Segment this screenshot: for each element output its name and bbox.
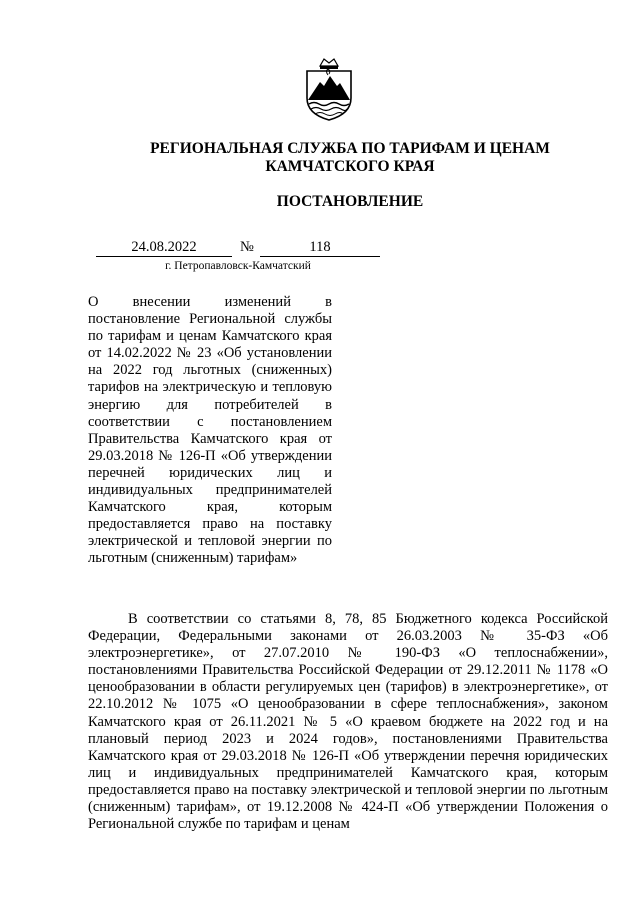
document-body: В соответствии со статьями 8, 78, 85 Бюджетного кодекса Российской Федерации, Федеральными законами от 26.03.2003 № 35-ФЗ «Об электроэнергетике», от 27.07.2010 № 190-ФЗ «О теплоснабжении», постановлениями Правительства Российской Федерации от 29.12.2011 № 1178 «О ценообразовании в области регулируемых цен (тарифов) в электроэнергетике», от 22.10.2012 № 1075 «О ценообразовании в сфере теплоснабжения», законом Камчатского края от 26.11.2021 № 5 «О краевом бюджете на 2022 год и на плановый период 2023 и 2024 годов», постановлениями Правительства Камчатского края от 29.03.2018 № 126-П «Об утверждении перечня юридических лиц и индивидуальных предпринимателей Камчатского края, которым предоставляется право на поставку электрической и тепловой энергии по льготным (сниженным) тарифам», от 19.12.2008 № 424-П «Об утверждении Положения о Региональной службе по тарифам и ценам <box>88 611 608 833</box>
document-date: 24.08.2022 <box>96 239 232 257</box>
number-sign: № <box>240 239 254 255</box>
org-line-2: КАМЧАТСКОГО КРАЯ <box>265 158 435 175</box>
document-number: 118 <box>260 239 380 257</box>
kamchatka-coat-of-arms-icon <box>300 56 358 122</box>
document-city: г. Петропавловск-Камчатский <box>165 260 311 272</box>
document-subject: О внесении изменений в постановление Региональной службы по тарифам и ценам Камчатского края от 14.02.2022 № 23 «Об установлении на 2022 год льготных (сниженных) тарифов на электрическую и тепловую энергию для потребителей в соответствии с постановлением Правительства Камчатского края от 29.03.2018 № 126-П «Об утверждении перечней юридических лиц и индивидуальных предпринимателей Камчатского края, которым предоставляется право на поставку электрической и тепловой энергии по льготным (сниженным) тарифам» <box>88 294 332 567</box>
org-line-1: РЕГИОНАЛЬНАЯ СЛУЖБА ПО ТАРИФАМ И ЦЕНАМ <box>150 140 550 157</box>
document-type: ПОСТАНОВЛЕНИЕ <box>276 193 424 210</box>
organization-name <box>0 140 640 176</box>
